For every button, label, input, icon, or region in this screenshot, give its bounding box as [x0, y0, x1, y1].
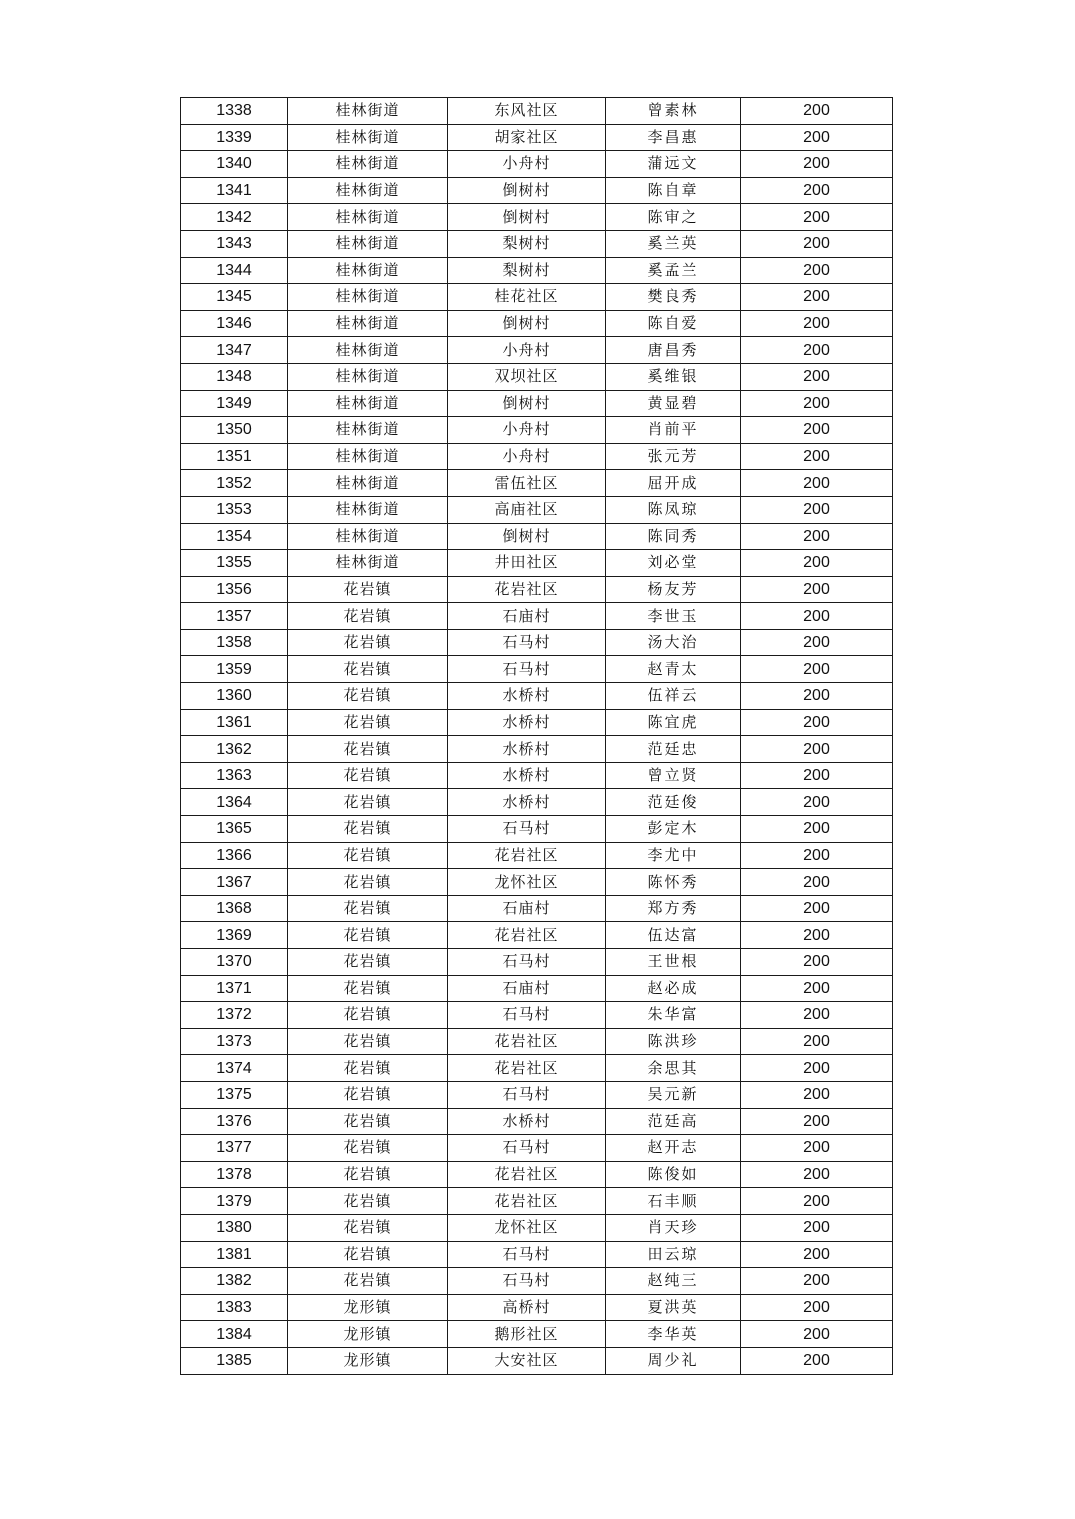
village-cell: 水桥村 [448, 736, 606, 763]
table-row [181, 470, 893, 497]
village-cell: 小舟村 [448, 151, 606, 178]
table-row [181, 816, 893, 843]
name-cell: 余思其 [606, 1055, 741, 1082]
name-cell: 刘必堂 [606, 550, 741, 577]
town-cell: 花岩镇 [288, 1081, 448, 1108]
village-cell: 梨树村 [448, 257, 606, 284]
town-cell: 花岩镇 [288, 949, 448, 976]
village-cell: 石庙村 [448, 603, 606, 630]
amount-cell: 200 [741, 230, 893, 257]
name-cell: 杨友芳 [606, 576, 741, 603]
village-cell: 石马村 [448, 1268, 606, 1295]
amount-cell: 200 [741, 709, 893, 736]
table-row [181, 177, 893, 204]
row-number-cell: 1374 [181, 1055, 288, 1082]
row-number-cell: 1357 [181, 603, 288, 630]
amount-cell: 200 [741, 363, 893, 390]
amount-cell: 200 [741, 204, 893, 231]
row-number-cell: 1344 [181, 257, 288, 284]
name-cell: 郑方秀 [606, 895, 741, 922]
row-number-cell: 1351 [181, 443, 288, 470]
name-cell: 张元芳 [606, 443, 741, 470]
row-number-cell: 1367 [181, 869, 288, 896]
town-cell: 花岩镇 [288, 656, 448, 683]
row-number-cell: 1354 [181, 523, 288, 550]
village-cell: 花岩社区 [448, 1161, 606, 1188]
town-cell: 花岩镇 [288, 816, 448, 843]
name-cell: 石丰顺 [606, 1188, 741, 1215]
town-cell: 桂林街道 [288, 443, 448, 470]
table-row [181, 443, 893, 470]
amount-cell: 200 [741, 1055, 893, 1082]
name-cell: 李昌惠 [606, 124, 741, 151]
table-row [181, 762, 893, 789]
village-cell: 石庙村 [448, 895, 606, 922]
amount-cell: 200 [741, 1347, 893, 1374]
table-row [181, 709, 893, 736]
town-cell: 花岩镇 [288, 1028, 448, 1055]
table-row [181, 842, 893, 869]
town-cell: 桂林街道 [288, 337, 448, 364]
row-number-cell: 1375 [181, 1081, 288, 1108]
roster-table-body [181, 98, 893, 1375]
name-cell: 樊良秀 [606, 284, 741, 311]
table-row [181, 1081, 893, 1108]
village-cell: 井田社区 [448, 550, 606, 577]
village-cell: 桂花社区 [448, 284, 606, 311]
village-cell: 小舟村 [448, 417, 606, 444]
amount-cell: 200 [741, 1188, 893, 1215]
amount-cell: 200 [741, 496, 893, 523]
village-cell: 水桥村 [448, 789, 606, 816]
name-cell: 陈同秀 [606, 523, 741, 550]
town-cell: 花岩镇 [288, 576, 448, 603]
amount-cell: 200 [741, 151, 893, 178]
town-cell: 桂林街道 [288, 177, 448, 204]
amount-cell: 200 [741, 842, 893, 869]
town-cell: 龙形镇 [288, 1347, 448, 1374]
name-cell: 赵纯三 [606, 1268, 741, 1295]
row-number-cell: 1361 [181, 709, 288, 736]
table-row [181, 1108, 893, 1135]
name-cell: 陈宜虎 [606, 709, 741, 736]
row-number-cell: 1348 [181, 363, 288, 390]
amount-cell: 200 [741, 1135, 893, 1162]
amount-cell: 200 [741, 177, 893, 204]
amount-cell: 200 [741, 656, 893, 683]
amount-cell: 200 [741, 98, 893, 125]
name-cell: 伍达富 [606, 922, 741, 949]
row-number-cell: 1378 [181, 1161, 288, 1188]
row-number-cell: 1383 [181, 1294, 288, 1321]
village-cell: 倒树村 [448, 204, 606, 231]
town-cell: 龙形镇 [288, 1294, 448, 1321]
village-cell: 高桥村 [448, 1294, 606, 1321]
village-cell: 石马村 [448, 816, 606, 843]
amount-cell: 200 [741, 390, 893, 417]
table-row [181, 949, 893, 976]
amount-cell: 200 [741, 1002, 893, 1029]
village-cell: 倒树村 [448, 523, 606, 550]
table-row [181, 869, 893, 896]
village-cell: 大安社区 [448, 1347, 606, 1374]
village-cell: 双坝社区 [448, 363, 606, 390]
table-row [181, 523, 893, 550]
table-row [181, 204, 893, 231]
name-cell: 唐昌秀 [606, 337, 741, 364]
name-cell: 奚维银 [606, 363, 741, 390]
village-cell: 石庙村 [448, 975, 606, 1002]
table-row [181, 1294, 893, 1321]
row-number-cell: 1349 [181, 390, 288, 417]
row-number-cell: 1364 [181, 789, 288, 816]
name-cell: 赵青太 [606, 656, 741, 683]
amount-cell: 200 [741, 1268, 893, 1295]
amount-cell: 200 [741, 922, 893, 949]
amount-cell: 200 [741, 550, 893, 577]
town-cell: 花岩镇 [288, 1214, 448, 1241]
village-cell: 花岩社区 [448, 1188, 606, 1215]
row-number-cell: 1382 [181, 1268, 288, 1295]
name-cell: 陈自章 [606, 177, 741, 204]
row-number-cell: 1371 [181, 975, 288, 1002]
village-cell: 水桥村 [448, 1108, 606, 1135]
village-cell: 石马村 [448, 656, 606, 683]
name-cell: 陈怀秀 [606, 869, 741, 896]
town-cell: 花岩镇 [288, 789, 448, 816]
town-cell: 桂林街道 [288, 523, 448, 550]
row-number-cell: 1359 [181, 656, 288, 683]
table-row [181, 284, 893, 311]
village-cell: 龙怀社区 [448, 869, 606, 896]
town-cell: 花岩镇 [288, 975, 448, 1002]
amount-cell: 200 [741, 1214, 893, 1241]
table-row [181, 151, 893, 178]
village-cell: 雷伍社区 [448, 470, 606, 497]
name-cell: 田云琼 [606, 1241, 741, 1268]
amount-cell: 200 [741, 337, 893, 364]
row-number-cell: 1352 [181, 470, 288, 497]
table-row [181, 789, 893, 816]
village-cell: 水桥村 [448, 683, 606, 710]
row-number-cell: 1342 [181, 204, 288, 231]
amount-cell: 200 [741, 310, 893, 337]
town-cell: 桂林街道 [288, 310, 448, 337]
table-row [181, 629, 893, 656]
row-number-cell: 1350 [181, 417, 288, 444]
amount-cell: 200 [741, 1108, 893, 1135]
row-number-cell: 1355 [181, 550, 288, 577]
name-cell: 陈俊如 [606, 1161, 741, 1188]
village-cell: 花岩社区 [448, 1028, 606, 1055]
name-cell: 朱华富 [606, 1002, 741, 1029]
table-row [181, 1135, 893, 1162]
row-number-cell: 1345 [181, 284, 288, 311]
village-cell: 小舟村 [448, 337, 606, 364]
town-cell: 桂林街道 [288, 257, 448, 284]
town-cell: 花岩镇 [288, 629, 448, 656]
village-cell: 石马村 [448, 1135, 606, 1162]
town-cell: 花岩镇 [288, 1135, 448, 1162]
village-cell: 东风社区 [448, 98, 606, 125]
table-row [181, 1028, 893, 1055]
row-number-cell: 1339 [181, 124, 288, 151]
town-cell: 桂林街道 [288, 98, 448, 125]
table-row [181, 1055, 893, 1082]
table-row [181, 496, 893, 523]
table-row [181, 895, 893, 922]
name-cell: 伍祥云 [606, 683, 741, 710]
row-number-cell: 1353 [181, 496, 288, 523]
row-number-cell: 1379 [181, 1188, 288, 1215]
name-cell: 陈自爱 [606, 310, 741, 337]
town-cell: 花岩镇 [288, 869, 448, 896]
amount-cell: 200 [741, 1161, 893, 1188]
amount-cell: 200 [741, 470, 893, 497]
row-number-cell: 1384 [181, 1321, 288, 1348]
amount-cell: 200 [741, 1081, 893, 1108]
amount-cell: 200 [741, 284, 893, 311]
amount-cell: 200 [741, 736, 893, 763]
roster-table [180, 97, 893, 1375]
table-row [181, 975, 893, 1002]
village-cell: 花岩社区 [448, 576, 606, 603]
name-cell: 黄显碧 [606, 390, 741, 417]
town-cell: 花岩镇 [288, 922, 448, 949]
town-cell: 花岩镇 [288, 1161, 448, 1188]
village-cell: 石马村 [448, 1241, 606, 1268]
town-cell: 花岩镇 [288, 1188, 448, 1215]
table-row [181, 337, 893, 364]
table-row [181, 124, 893, 151]
village-cell: 小舟村 [448, 443, 606, 470]
table-row [181, 550, 893, 577]
town-cell: 花岩镇 [288, 683, 448, 710]
name-cell: 陈凤琼 [606, 496, 741, 523]
name-cell: 曾素林 [606, 98, 741, 125]
table-row [181, 1321, 893, 1348]
town-cell: 桂林街道 [288, 151, 448, 178]
table-row [181, 603, 893, 630]
amount-cell: 200 [741, 576, 893, 603]
amount-cell: 200 [741, 417, 893, 444]
name-cell: 吴元新 [606, 1081, 741, 1108]
town-cell: 花岩镇 [288, 762, 448, 789]
name-cell: 肖天珍 [606, 1214, 741, 1241]
table-row [181, 922, 893, 949]
table-row [181, 656, 893, 683]
town-cell: 花岩镇 [288, 1002, 448, 1029]
table-row [181, 1161, 893, 1188]
town-cell: 桂林街道 [288, 124, 448, 151]
town-cell: 桂林街道 [288, 417, 448, 444]
amount-cell: 200 [741, 257, 893, 284]
row-number-cell: 1338 [181, 98, 288, 125]
table-row [181, 98, 893, 125]
table-row [181, 417, 893, 444]
amount-cell: 200 [741, 895, 893, 922]
row-number-cell: 1362 [181, 736, 288, 763]
town-cell: 桂林街道 [288, 204, 448, 231]
town-cell: 花岩镇 [288, 1055, 448, 1082]
table-row [181, 1347, 893, 1374]
village-cell: 胡家社区 [448, 124, 606, 151]
row-number-cell: 1380 [181, 1214, 288, 1241]
town-cell: 桂林街道 [288, 550, 448, 577]
town-cell: 花岩镇 [288, 1108, 448, 1135]
name-cell: 李尤中 [606, 842, 741, 869]
row-number-cell: 1346 [181, 310, 288, 337]
name-cell: 屈开成 [606, 470, 741, 497]
town-cell: 花岩镇 [288, 603, 448, 630]
table-row [181, 390, 893, 417]
town-cell: 龙形镇 [288, 1321, 448, 1348]
village-cell: 鹅形社区 [448, 1321, 606, 1348]
row-number-cell: 1341 [181, 177, 288, 204]
name-cell: 范廷俊 [606, 789, 741, 816]
amount-cell: 200 [741, 124, 893, 151]
name-cell: 王世根 [606, 949, 741, 976]
name-cell: 陈洪珍 [606, 1028, 741, 1055]
village-cell: 花岩社区 [448, 842, 606, 869]
town-cell: 花岩镇 [288, 709, 448, 736]
village-cell: 石马村 [448, 1002, 606, 1029]
amount-cell: 200 [741, 949, 893, 976]
amount-cell: 200 [741, 1321, 893, 1348]
row-number-cell: 1347 [181, 337, 288, 364]
row-number-cell: 1369 [181, 922, 288, 949]
town-cell: 桂林街道 [288, 390, 448, 417]
town-cell: 花岩镇 [288, 842, 448, 869]
town-cell: 桂林街道 [288, 470, 448, 497]
name-cell: 夏洪英 [606, 1294, 741, 1321]
row-number-cell: 1385 [181, 1347, 288, 1374]
amount-cell: 200 [741, 1241, 893, 1268]
village-cell: 花岩社区 [448, 1055, 606, 1082]
table-row [181, 230, 893, 257]
amount-cell: 200 [741, 683, 893, 710]
table-row [181, 363, 893, 390]
name-cell: 蒲远文 [606, 151, 741, 178]
table-row [181, 1188, 893, 1215]
amount-cell: 200 [741, 1028, 893, 1055]
amount-cell: 200 [741, 443, 893, 470]
table-row [181, 1214, 893, 1241]
name-cell: 奚孟兰 [606, 257, 741, 284]
amount-cell: 200 [741, 523, 893, 550]
row-number-cell: 1360 [181, 683, 288, 710]
town-cell: 花岩镇 [288, 1268, 448, 1295]
village-cell: 石马村 [448, 1081, 606, 1108]
town-cell: 花岩镇 [288, 895, 448, 922]
row-number-cell: 1343 [181, 230, 288, 257]
row-number-cell: 1358 [181, 629, 288, 656]
row-number-cell: 1363 [181, 762, 288, 789]
amount-cell: 200 [741, 869, 893, 896]
name-cell: 周少礼 [606, 1347, 741, 1374]
table-row [181, 683, 893, 710]
village-cell: 花岩社区 [448, 922, 606, 949]
town-cell: 桂林街道 [288, 496, 448, 523]
row-number-cell: 1376 [181, 1108, 288, 1135]
village-cell: 石马村 [448, 629, 606, 656]
name-cell: 肖前平 [606, 417, 741, 444]
row-number-cell: 1340 [181, 151, 288, 178]
row-number-cell: 1370 [181, 949, 288, 976]
name-cell: 彭定木 [606, 816, 741, 843]
amount-cell: 200 [741, 629, 893, 656]
amount-cell: 200 [741, 1294, 893, 1321]
town-cell: 花岩镇 [288, 736, 448, 763]
name-cell: 范廷高 [606, 1108, 741, 1135]
name-cell: 曾立贤 [606, 762, 741, 789]
name-cell: 赵必成 [606, 975, 741, 1002]
town-cell: 花岩镇 [288, 1241, 448, 1268]
name-cell: 李世玉 [606, 603, 741, 630]
town-cell: 桂林街道 [288, 363, 448, 390]
amount-cell: 200 [741, 789, 893, 816]
name-cell: 陈审之 [606, 204, 741, 231]
table-row [181, 1002, 893, 1029]
row-number-cell: 1381 [181, 1241, 288, 1268]
town-cell: 桂林街道 [288, 284, 448, 311]
village-cell: 水桥村 [448, 762, 606, 789]
row-number-cell: 1373 [181, 1028, 288, 1055]
row-number-cell: 1372 [181, 1002, 288, 1029]
name-cell: 奚兰英 [606, 230, 741, 257]
name-cell: 汤大治 [606, 629, 741, 656]
table-row [181, 736, 893, 763]
village-cell: 倒树村 [448, 310, 606, 337]
row-number-cell: 1368 [181, 895, 288, 922]
amount-cell: 200 [741, 762, 893, 789]
name-cell: 范廷忠 [606, 736, 741, 763]
village-cell: 石马村 [448, 949, 606, 976]
village-cell: 倒树村 [448, 390, 606, 417]
amount-cell: 200 [741, 816, 893, 843]
table-row [181, 310, 893, 337]
table-row [181, 1268, 893, 1295]
row-number-cell: 1365 [181, 816, 288, 843]
row-number-cell: 1377 [181, 1135, 288, 1162]
table-row [181, 1241, 893, 1268]
row-number-cell: 1366 [181, 842, 288, 869]
row-number-cell: 1356 [181, 576, 288, 603]
village-cell: 高庙社区 [448, 496, 606, 523]
amount-cell: 200 [741, 975, 893, 1002]
amount-cell: 200 [741, 603, 893, 630]
village-cell: 倒树村 [448, 177, 606, 204]
table-row [181, 576, 893, 603]
village-cell: 梨树村 [448, 230, 606, 257]
table-row [181, 257, 893, 284]
village-cell: 龙怀社区 [448, 1214, 606, 1241]
town-cell: 桂林街道 [288, 230, 448, 257]
name-cell: 李华英 [606, 1321, 741, 1348]
village-cell: 水桥村 [448, 709, 606, 736]
name-cell: 赵开志 [606, 1135, 741, 1162]
